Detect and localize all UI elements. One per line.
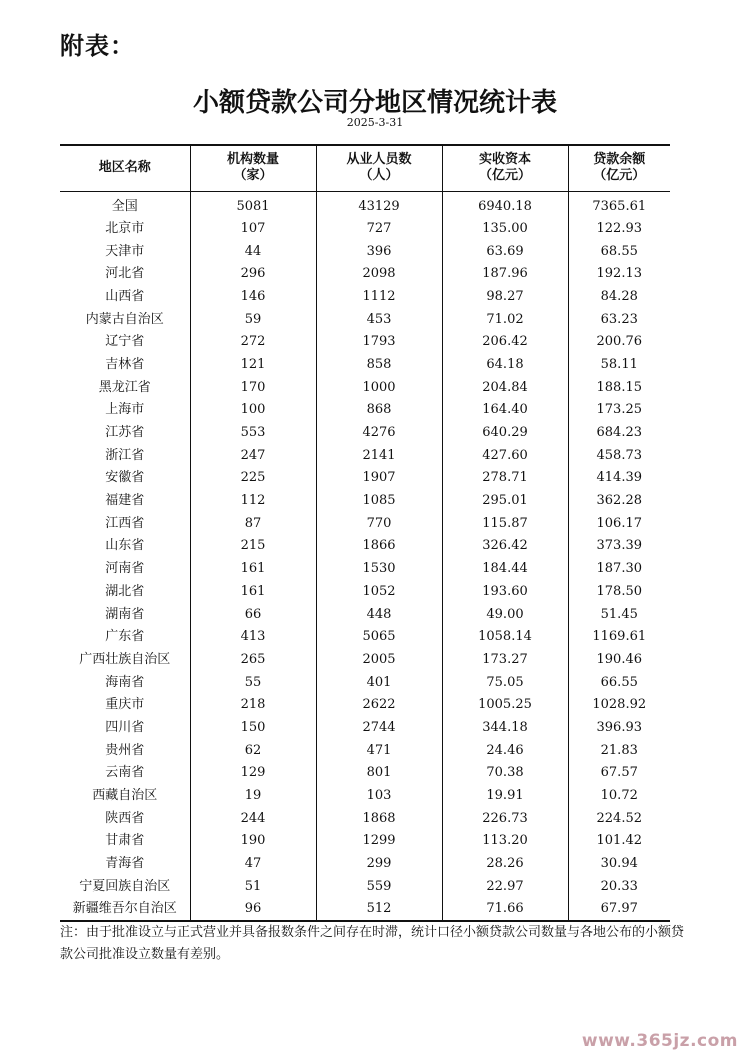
table-row <box>60 512 670 535</box>
table-row <box>60 694 670 717</box>
cell-employees: 453 <box>316 308 442 331</box>
cell-paid-in-capital: 113.20 <box>442 830 568 853</box>
header-loan-balance: 贷款余额 （亿元） <box>568 145 670 191</box>
cell-region: 天津市 <box>105 243 145 259</box>
cell-paid-in-capital: 226.73 <box>442 807 568 830</box>
cell-paid-in-capital: 295.01 <box>442 490 568 513</box>
cell-region: 海南省 <box>105 674 145 690</box>
table-row <box>60 535 670 558</box>
cell-institutions: 5081 <box>190 191 316 218</box>
table-row <box>60 558 670 581</box>
cell-region: 广东省 <box>105 629 145 645</box>
cell-paid-in-capital: 28.26 <box>442 853 568 876</box>
table-row <box>60 807 670 830</box>
cell-employees: 2141 <box>316 444 442 467</box>
cell-region: 新疆维吾尔自治区 <box>72 901 177 917</box>
cell-loan-balance: 122.93 <box>568 218 670 241</box>
cell-loan-balance: 414.39 <box>568 467 670 490</box>
cell-loan-balance: 458.73 <box>568 444 670 467</box>
header-institutions: 机构数量 （家） <box>190 145 316 191</box>
cell-employees: 2622 <box>316 694 442 717</box>
cell-region: 北京市 <box>105 220 145 236</box>
cell-employees: 858 <box>316 354 442 377</box>
cell-loan-balance: 7365.61 <box>568 191 670 218</box>
table-row <box>60 490 670 513</box>
table-row <box>60 875 670 898</box>
table-row <box>60 603 670 626</box>
cell-region: 四川省 <box>105 719 145 735</box>
cell-institutions: 190 <box>190 830 316 853</box>
cell-paid-in-capital: 6940.18 <box>442 191 568 218</box>
cell-region: 湖南省 <box>105 606 145 622</box>
cell-paid-in-capital: 187.96 <box>442 263 568 286</box>
cell-institutions: 129 <box>190 762 316 785</box>
cell-region: 山西省 <box>105 288 145 304</box>
cell-employees: 1866 <box>316 535 442 558</box>
cell-employees: 801 <box>316 762 442 785</box>
cell-loan-balance: 373.39 <box>568 535 670 558</box>
cell-loan-balance: 173.25 <box>568 399 670 422</box>
cell-institutions: 59 <box>190 308 316 331</box>
cell-paid-in-capital: 278.71 <box>442 467 568 490</box>
cell-institutions: 553 <box>190 422 316 445</box>
table-row <box>60 263 670 286</box>
cell-paid-in-capital: 71.66 <box>442 898 568 921</box>
cell-loan-balance: 21.83 <box>568 739 670 762</box>
cell-employees: 1793 <box>316 331 442 354</box>
table-row <box>60 671 670 694</box>
cell-loan-balance: 58.11 <box>568 354 670 377</box>
cell-loan-balance: 101.42 <box>568 830 670 853</box>
table-row <box>60 286 670 309</box>
cell-institutions: 170 <box>190 376 316 399</box>
cell-institutions: 265 <box>190 649 316 672</box>
cell-loan-balance: 188.15 <box>568 376 670 399</box>
table-row <box>60 376 670 399</box>
cell-institutions: 150 <box>190 717 316 740</box>
cell-institutions: 87 <box>190 512 316 535</box>
cell-region: 广西壮族自治区 <box>79 651 171 667</box>
table-row <box>60 444 670 467</box>
page-title: 小额贷款公司分地区情况统计表 <box>192 88 557 118</box>
cell-region: 甘肃省 <box>105 833 145 849</box>
cell-paid-in-capital: 344.18 <box>442 717 568 740</box>
cell-region: 湖北省 <box>105 583 145 599</box>
cell-employees: 1299 <box>316 830 442 853</box>
appendix-label: 附表： <box>60 32 135 60</box>
cell-region: 宁夏回族自治区 <box>79 878 171 894</box>
cell-region: 青海省 <box>105 856 145 872</box>
cell-employees: 770 <box>316 512 442 535</box>
cell-region: 安徽省 <box>105 470 145 486</box>
table-row <box>60 785 670 808</box>
cell-region: 山东省 <box>105 538 145 554</box>
table-row <box>60 762 670 785</box>
table-row <box>60 467 670 490</box>
table-row <box>60 830 670 853</box>
cell-region: 黑龙江省 <box>98 379 151 395</box>
footnote: 注：由于批准设立与正式营业并具备报数条件之间存在时滞，统计口径小额贷款公司数量与各地公布的小额贷款公司批准设立数量有差别。 <box>60 925 685 962</box>
cell-region: 江苏省 <box>105 425 145 441</box>
cell-region: 浙江省 <box>105 447 145 463</box>
cell-employees: 1085 <box>316 490 442 513</box>
cell-paid-in-capital: 640.29 <box>442 422 568 445</box>
cell-loan-balance: 10.72 <box>568 785 670 808</box>
table-row <box>60 218 670 241</box>
cell-paid-in-capital: 98.27 <box>442 286 568 309</box>
cell-loan-balance: 1028.92 <box>568 694 670 717</box>
cell-employees: 4276 <box>316 422 442 445</box>
cell-employees: 2098 <box>316 263 442 286</box>
cell-employees: 401 <box>316 671 442 694</box>
cell-institutions: 44 <box>190 240 316 263</box>
cell-paid-in-capital: 164.40 <box>442 399 568 422</box>
cell-institutions: 66 <box>190 603 316 626</box>
cell-region: 内蒙古自治区 <box>85 311 164 327</box>
cell-institutions: 161 <box>190 558 316 581</box>
cell-loan-balance: 106.17 <box>568 512 670 535</box>
cell-employees: 396 <box>316 240 442 263</box>
cell-paid-in-capital: 427.60 <box>442 444 568 467</box>
cell-loan-balance: 67.57 <box>568 762 670 785</box>
cell-employees: 448 <box>316 603 442 626</box>
table-row <box>60 626 670 649</box>
cell-region: 吉林省 <box>105 356 145 372</box>
cell-loan-balance: 192.13 <box>568 263 670 286</box>
cell-loan-balance: 190.46 <box>568 649 670 672</box>
cell-employees: 868 <box>316 399 442 422</box>
cell-paid-in-capital: 19.91 <box>442 785 568 808</box>
cell-loan-balance: 200.76 <box>568 331 670 354</box>
cell-loan-balance: 20.33 <box>568 875 670 898</box>
cell-employees: 1000 <box>316 376 442 399</box>
cell-paid-in-capital: 204.84 <box>442 376 568 399</box>
table-row <box>60 739 670 762</box>
table-row <box>60 399 670 422</box>
cell-loan-balance: 187.30 <box>568 558 670 581</box>
cell-paid-in-capital: 24.46 <box>442 739 568 762</box>
report-date: 2025-3-31 <box>346 116 404 129</box>
cell-institutions: 244 <box>190 807 316 830</box>
cell-paid-in-capital: 115.87 <box>442 512 568 535</box>
cell-loan-balance: 1169.61 <box>568 626 670 649</box>
cell-institutions: 112 <box>190 490 316 513</box>
cell-paid-in-capital: 75.05 <box>442 671 568 694</box>
cell-employees: 2005 <box>316 649 442 672</box>
cell-employees: 512 <box>316 898 442 921</box>
table-row <box>60 717 670 740</box>
table-row <box>60 191 670 218</box>
cell-region: 河北省 <box>105 266 145 282</box>
cell-institutions: 55 <box>190 671 316 694</box>
cell-employees: 103 <box>316 785 442 808</box>
cell-employees: 1530 <box>316 558 442 581</box>
cell-employees: 1868 <box>316 807 442 830</box>
cell-loan-balance: 30.94 <box>568 853 670 876</box>
cell-paid-in-capital: 1005.25 <box>442 694 568 717</box>
table-body <box>60 191 670 921</box>
header-row <box>60 145 670 191</box>
table-row <box>60 581 670 604</box>
cell-institutions: 100 <box>190 399 316 422</box>
cell-region: 重庆市 <box>105 697 145 713</box>
cell-loan-balance: 684.23 <box>568 422 670 445</box>
table-header <box>60 145 670 191</box>
cell-loan-balance: 51.45 <box>568 603 670 626</box>
cell-employees: 43129 <box>316 191 442 218</box>
watermark-text: www.365jz.com <box>581 1031 738 1051</box>
table-row <box>60 853 670 876</box>
cell-institutions: 121 <box>190 354 316 377</box>
cell-paid-in-capital: 63.69 <box>442 240 568 263</box>
cell-region: 福建省 <box>105 493 145 509</box>
cell-loan-balance: 224.52 <box>568 807 670 830</box>
cell-region: 贵州省 <box>105 742 145 758</box>
cell-institutions: 96 <box>190 898 316 921</box>
cell-region: 江西省 <box>105 515 145 531</box>
cell-region: 河南省 <box>105 561 145 577</box>
cell-paid-in-capital: 193.60 <box>442 581 568 604</box>
cell-loan-balance: 66.55 <box>568 671 670 694</box>
table-row <box>60 649 670 672</box>
cell-paid-in-capital: 173.27 <box>442 649 568 672</box>
cell-loan-balance: 63.23 <box>568 308 670 331</box>
cell-employees: 471 <box>316 739 442 762</box>
table-row <box>60 240 670 263</box>
cell-institutions: 146 <box>190 286 316 309</box>
cell-paid-in-capital: 1058.14 <box>442 626 568 649</box>
cell-loan-balance: 68.55 <box>568 240 670 263</box>
cell-employees: 559 <box>316 875 442 898</box>
cell-loan-balance: 178.50 <box>568 581 670 604</box>
cell-region: 上海市 <box>105 402 145 418</box>
cell-institutions: 272 <box>190 331 316 354</box>
table-row <box>60 354 670 377</box>
cell-paid-in-capital: 206.42 <box>442 331 568 354</box>
cell-loan-balance: 396.93 <box>568 717 670 740</box>
cell-institutions: 225 <box>190 467 316 490</box>
cell-employees: 1112 <box>316 286 442 309</box>
cell-region: 陕西省 <box>105 810 145 826</box>
cell-paid-in-capital: 326.42 <box>442 535 568 558</box>
table-row <box>60 422 670 445</box>
cell-institutions: 296 <box>190 263 316 286</box>
cell-institutions: 413 <box>190 626 316 649</box>
statistics-table <box>60 144 670 922</box>
cell-institutions: 47 <box>190 853 316 876</box>
header-paid-in-capital: 实收资本 （亿元） <box>442 145 568 191</box>
cell-employees: 1052 <box>316 581 442 604</box>
cell-paid-in-capital: 71.02 <box>442 308 568 331</box>
cell-institutions: 247 <box>190 444 316 467</box>
table-row <box>60 308 670 331</box>
header-region: 地区名称 <box>98 160 151 176</box>
cell-institutions: 51 <box>190 875 316 898</box>
cell-institutions: 161 <box>190 581 316 604</box>
cell-loan-balance: 67.97 <box>568 898 670 921</box>
header-employees: 从业人员数 （人） <box>316 145 442 191</box>
table-row <box>60 331 670 354</box>
cell-region: 全国 <box>111 198 138 214</box>
cell-employees: 727 <box>316 218 442 241</box>
cell-paid-in-capital: 184.44 <box>442 558 568 581</box>
cell-region: 云南省 <box>105 765 145 781</box>
cell-employees: 299 <box>316 853 442 876</box>
cell-institutions: 215 <box>190 535 316 558</box>
cell-region: 辽宁省 <box>105 334 145 350</box>
cell-institutions: 19 <box>190 785 316 808</box>
cell-region: 西藏自治区 <box>92 788 158 804</box>
cell-employees: 1907 <box>316 467 442 490</box>
cell-paid-in-capital: 64.18 <box>442 354 568 377</box>
cell-paid-in-capital: 22.97 <box>442 875 568 898</box>
cell-institutions: 62 <box>190 739 316 762</box>
cell-paid-in-capital: 49.00 <box>442 603 568 626</box>
cell-loan-balance: 84.28 <box>568 286 670 309</box>
cell-employees: 2744 <box>316 717 442 740</box>
cell-institutions: 218 <box>190 694 316 717</box>
cell-institutions: 107 <box>190 218 316 241</box>
cell-paid-in-capital: 135.00 <box>442 218 568 241</box>
table-row <box>60 898 670 921</box>
cell-employees: 5065 <box>316 626 442 649</box>
cell-paid-in-capital: 70.38 <box>442 762 568 785</box>
cell-loan-balance: 362.28 <box>568 490 670 513</box>
